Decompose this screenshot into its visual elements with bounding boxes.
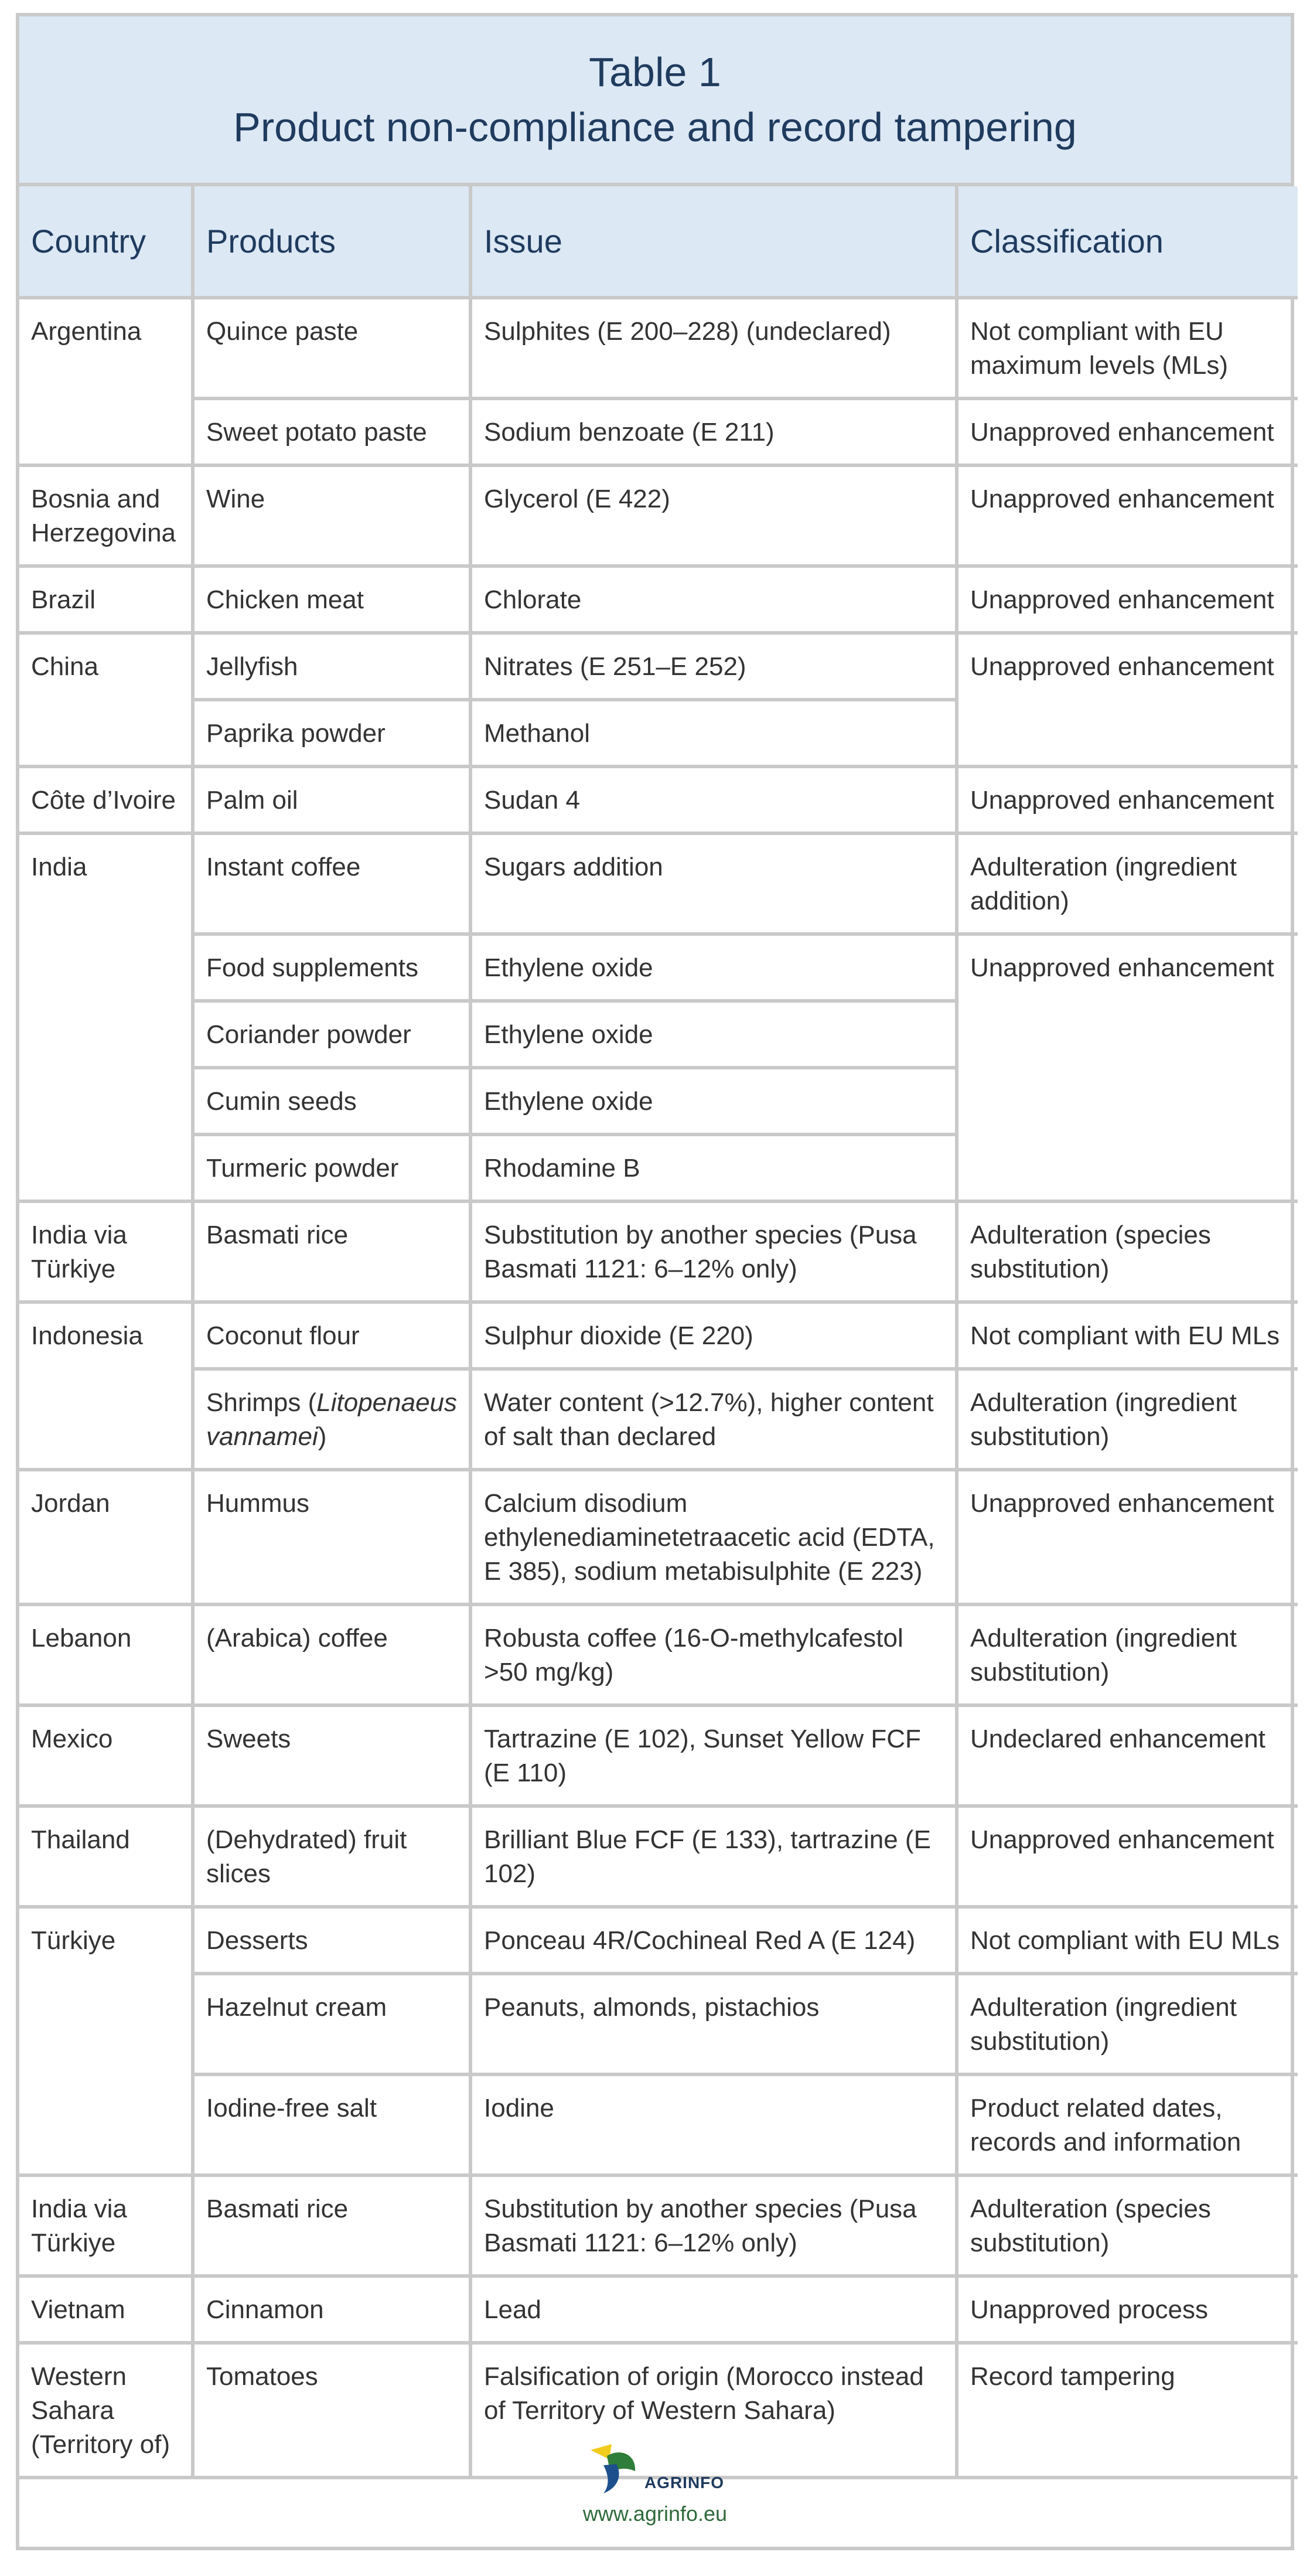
country-cell: Türkiye — [19, 1907, 193, 2175]
product-cell: Sweets — [193, 1705, 470, 1806]
product-text: Shrimps ( — [206, 1388, 317, 1417]
product-cell: Cumin seeds — [193, 1068, 470, 1134]
country-cell: Western Sahara (Territory of) — [19, 2343, 193, 2478]
country-cell: Mexico — [19, 1705, 193, 1806]
issue-cell: Substitution by another species (Pusa Basmati 1121: 6–12% only) — [470, 1201, 957, 1302]
product-cell: Iodine-free salt — [193, 2074, 470, 2175]
product-cell: Paprika powder — [193, 700, 470, 766]
table-row — [19, 1470, 1298, 1604]
country-cell: Brazil — [19, 566, 193, 633]
table-number: Table 1 — [589, 49, 721, 95]
table-row — [19, 465, 1298, 566]
issue-cell: Peanuts, almonds, pistachios — [470, 1974, 957, 2074]
table-row — [19, 2175, 1298, 2276]
column-header-country: Country — [19, 186, 193, 298]
issue-cell: Substitution by another species (Pusa Basmati 1121: 6–12% only) — [470, 2175, 957, 2276]
product-cell: Coconut flour — [193, 1302, 470, 1369]
country-cell: Bosnia and Herzegovina — [19, 465, 193, 566]
classification-cell: Unapproved enhancement — [957, 934, 1298, 1201]
issue-cell: Sugars addition — [470, 833, 957, 934]
agrinfo-logo — [586, 2439, 724, 2496]
table-row — [19, 1604, 1298, 1705]
issue-cell: Lead — [470, 2276, 957, 2343]
country-cell: Indonesia — [19, 1302, 193, 1470]
issue-cell: Sudan 4 — [470, 766, 957, 833]
product-cell: Desserts — [193, 1907, 470, 1974]
classification-cell: Undeclared enhancement — [957, 1705, 1298, 1806]
country-cell: Côte d’Ivoire — [19, 766, 193, 833]
issue-cell: Ethylene oxide — [470, 1001, 957, 1068]
classification-cell: Unapproved enhancement — [957, 1806, 1298, 1907]
column-header-classification: Classification — [957, 186, 1298, 298]
classification-cell: Unapproved process — [957, 2276, 1298, 2343]
table-row — [19, 566, 1298, 633]
issue-cell: Ethylene oxide — [470, 934, 957, 1001]
table-caption: Product non-compliance and record tampering — [233, 104, 1077, 150]
classification-cell: Adulteration (ingredient substitution) — [957, 1974, 1298, 2074]
table-row — [19, 766, 1298, 833]
classification-cell: Product related dates, records and information — [957, 2074, 1298, 2175]
product-cell: Hummus — [193, 1470, 470, 1604]
issue-cell: Glycerol (E 422) — [470, 465, 957, 566]
issue-cell: Rhodamine B — [470, 1134, 957, 1201]
header-row — [19, 186, 1298, 298]
product-cell: (Dehydrated) fruit slices — [193, 1806, 470, 1907]
issue-cell: Tartrazine (E 102), Sunset Yellow FCF (E 110) — [470, 1705, 957, 1806]
classification-cell: Adulteration (species substitution) — [957, 1201, 1298, 1302]
table-row — [19, 298, 1298, 398]
table-row — [19, 1705, 1298, 1806]
product-cell: Cinnamon — [193, 2276, 470, 2343]
table-frame — [16, 13, 1294, 2550]
website-link[interactable]: www.agrinfo.eu — [582, 2502, 728, 2526]
product-cell: Basmati rice — [193, 1201, 470, 1302]
product-cell: Food supplements — [193, 934, 470, 1001]
product-text-suffix: ) — [318, 1422, 327, 1451]
product-cell: Sweet potato paste — [193, 398, 470, 465]
issue-cell: Robusta coffee (16-O-methylcafestol >50 mg/kg) — [470, 1604, 957, 1705]
classification-cell: Not compliant with EU maximum levels (MLs) — [957, 298, 1298, 398]
table-title — [19, 16, 1291, 186]
issue-cell: Iodine — [470, 2074, 957, 2175]
product-cell: Hazelnut cream — [193, 1974, 470, 2074]
product-cell: Basmati rice — [193, 2175, 470, 2276]
product-cell: Turmeric powder — [193, 1134, 470, 1201]
issue-cell: Methanol — [470, 700, 957, 766]
table-row — [19, 633, 1298, 700]
product-latin-name: Litopenaeus vannamei — [206, 1388, 458, 1451]
table-row — [19, 1806, 1298, 1907]
classification-cell: Record tampering — [957, 2343, 1298, 2478]
country-cell: China — [19, 633, 193, 766]
issue-cell: Sulphur dioxide (E 220) — [470, 1302, 957, 1369]
country-cell: India via Türkiye — [19, 1201, 193, 1302]
product-cell — [193, 1369, 470, 1470]
issue-cell: Brilliant Blue FCF (E 133), tartrazine (E 102) — [470, 1806, 957, 1907]
issue-cell: Ethylene oxide — [470, 1068, 957, 1134]
footer — [19, 2419, 1291, 2547]
classification-cell: Unapproved enhancement — [957, 465, 1298, 566]
table-row — [19, 1974, 1298, 2074]
country-cell: Lebanon — [19, 1604, 193, 1705]
classification-cell: Adulteration (species substitution) — [957, 2175, 1298, 2276]
product-cell: Jellyfish — [193, 633, 470, 700]
classification-cell: Not compliant with EU MLs — [957, 1907, 1298, 1974]
table-row — [19, 2276, 1298, 2343]
product-cell: Tomatoes — [193, 2343, 470, 2478]
classification-cell: Adulteration (ingredient substitution) — [957, 1604, 1298, 1705]
product-cell: Instant coffee — [193, 833, 470, 934]
classification-cell: Adulteration (ingredient substitution) — [957, 1369, 1298, 1470]
classification-cell: Not compliant with EU MLs — [957, 1302, 1298, 1369]
column-header-issue: Issue — [470, 186, 957, 298]
country-cell: Thailand — [19, 1806, 193, 1907]
table-row — [19, 1369, 1298, 1470]
product-cell: Quince paste — [193, 298, 470, 398]
country-cell: India — [19, 833, 193, 1201]
country-cell: Argentina — [19, 298, 193, 465]
column-header-products: Products — [193, 186, 470, 298]
table-row — [19, 1907, 1298, 1974]
issue-cell: Calcium disodium ethylenediaminetetraacetic acid (EDTA, E 385), sodium metabisulphite (E 223) — [470, 1470, 957, 1604]
table-row — [19, 398, 1298, 465]
issue-cell: Falsification of origin (Morocco instead of Territory of Western Sahara) — [470, 2343, 957, 2478]
product-cell: Coriander powder — [193, 1001, 470, 1068]
logo-wordmark: AGRINFO — [644, 2473, 725, 2492]
issue-cell: Water content (>12.7%), higher content of salt than declared — [470, 1369, 957, 1470]
country-cell: India via Türkiye — [19, 2175, 193, 2276]
classification-cell: Unapproved enhancement — [957, 566, 1298, 633]
issue-cell: Nitrates (E 251–E 252) — [470, 633, 957, 700]
product-cell: Wine — [193, 465, 470, 566]
agrinfo-leaf-icon — [586, 2442, 642, 2496]
classification-cell: Unapproved enhancement — [957, 1470, 1298, 1604]
country-cell: Jordan — [19, 1470, 193, 1604]
classification-cell: Adulteration (ingredient addition) — [957, 833, 1298, 934]
issue-cell: Sodium benzoate (E 211) — [470, 398, 957, 465]
issue-cell: Chlorate — [470, 566, 957, 633]
country-cell: Vietnam — [19, 2276, 193, 2343]
product-cell: Palm oil — [193, 766, 470, 833]
product-cell: (Arabica) coffee — [193, 1604, 470, 1705]
issue-cell: Ponceau 4R/Cochineal Red A (E 124) — [470, 1907, 957, 1974]
table-row — [19, 1201, 1298, 1302]
product-cell: Chicken meat — [193, 566, 470, 633]
table-row — [19, 934, 1298, 1001]
table-row — [19, 1302, 1298, 1369]
compliance-table — [19, 186, 1298, 2479]
issue-cell: Sulphites (E 200–228) (undeclared) — [470, 298, 957, 398]
classification-cell: Unapproved enhancement — [957, 398, 1298, 465]
table-row — [19, 833, 1298, 934]
classification-cell: Unapproved enhancement — [957, 633, 1298, 766]
classification-cell: Unapproved enhancement — [957, 766, 1298, 833]
table-row — [19, 2074, 1298, 2175]
